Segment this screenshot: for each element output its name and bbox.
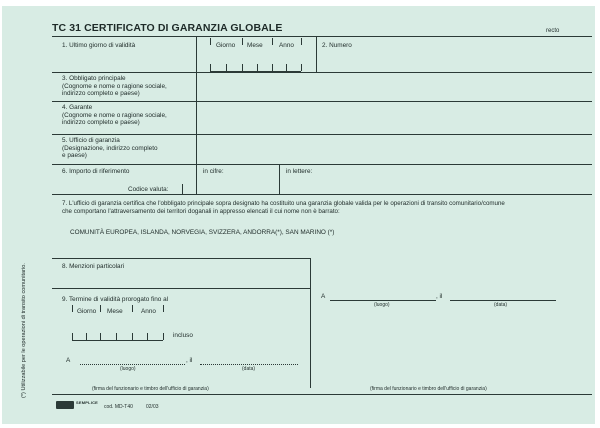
field-5-line: 5. Ufficio di garanzia bbox=[62, 137, 120, 144]
tick bbox=[86, 333, 87, 340]
sig-right-caption: (firma del funzionario e timbro dell'ufficio di garanzia) bbox=[370, 386, 487, 392]
publisher-logo bbox=[56, 401, 74, 409]
sig-right-il: , il bbox=[436, 293, 443, 300]
field-1-month: Mese bbox=[247, 42, 263, 49]
field-1-label: 1. Ultimo giorno di validità bbox=[62, 42, 136, 49]
tick bbox=[257, 64, 258, 71]
tick bbox=[242, 64, 243, 71]
footer-code: cod. MD-T40 bbox=[104, 404, 133, 410]
field-4-line: (Cognome e nome o ragione sociale, bbox=[62, 111, 167, 119]
tick bbox=[132, 333, 133, 340]
sig-left-a: A bbox=[66, 357, 71, 364]
tick bbox=[210, 38, 211, 45]
field-6-label: 6. Importo di riferimento bbox=[62, 168, 130, 175]
top-rule bbox=[52, 36, 592, 37]
field-3-label bbox=[62, 75, 167, 98]
sig-left-caption: (firma del funzionario e timbro dell'ufficio di garanzia) bbox=[92, 386, 209, 392]
tick bbox=[163, 305, 164, 312]
tick bbox=[272, 38, 273, 45]
row-rule bbox=[52, 134, 592, 135]
field-9-month: Mese bbox=[107, 308, 123, 315]
field-9-day: Giorno bbox=[77, 308, 97, 315]
tick bbox=[210, 64, 211, 71]
tick bbox=[301, 64, 302, 71]
tick bbox=[100, 305, 101, 312]
sig-right-date-line bbox=[450, 300, 556, 301]
field-5-label bbox=[62, 137, 158, 160]
form-title: TC 31 CERTIFICATO DI GARANZIA GLOBALE bbox=[52, 22, 283, 34]
field-5-line: (Designazione, indirizzo completo bbox=[62, 144, 158, 152]
row-rule bbox=[52, 258, 310, 259]
row-rule bbox=[52, 194, 592, 195]
sig-left-place-line bbox=[80, 364, 185, 365]
field-2-label: 2. Numero bbox=[322, 42, 352, 49]
sig-right-place-line bbox=[330, 300, 436, 301]
tick bbox=[116, 333, 117, 340]
tick bbox=[72, 333, 73, 340]
sig-right-a: A bbox=[321, 293, 326, 300]
footer-edition: 02/03 bbox=[146, 404, 159, 410]
publisher-name: SEMPLICE bbox=[76, 400, 99, 405]
field-3-line: indirizzo completo e paese) bbox=[62, 90, 140, 98]
divider bbox=[196, 72, 197, 194]
field-1-year: Anno bbox=[279, 42, 294, 49]
sig-right-data: (data) bbox=[494, 302, 508, 308]
tick bbox=[242, 38, 243, 45]
tick bbox=[132, 305, 133, 312]
tick bbox=[301, 38, 302, 45]
field-7-text bbox=[62, 200, 587, 215]
bottom-rule bbox=[52, 394, 592, 395]
field-4-line: 4. Garante bbox=[62, 104, 93, 111]
divider bbox=[182, 184, 183, 194]
row-rule bbox=[52, 72, 592, 73]
tick bbox=[272, 64, 273, 71]
tick bbox=[226, 64, 227, 71]
field-3-line: (Cognome e nome o ragione sociale, bbox=[62, 82, 167, 90]
tick bbox=[147, 333, 148, 340]
field-9-incluso: incluso bbox=[173, 332, 193, 339]
tick bbox=[72, 305, 73, 312]
divider bbox=[196, 36, 197, 72]
field-1-day: Giorno bbox=[216, 42, 236, 49]
field-9-label: 9. Termine di validità prorogato fino al bbox=[62, 296, 169, 303]
field-6-lettere: in lettere: bbox=[286, 168, 313, 175]
field-4-label bbox=[62, 104, 167, 127]
tick bbox=[100, 333, 101, 340]
field-4-line: indirizzo completo e paese) bbox=[62, 119, 140, 127]
side-label: recto bbox=[546, 28, 560, 34]
field-8-label: 8. Menzioni particolari bbox=[62, 263, 125, 270]
field-7-countries: COMUNITÀ EUROPEA, ISLANDA, NORVEGIA, SVIZZERA, ANDORRA(*), SAN MARINO (*) bbox=[70, 229, 335, 236]
field-7-line: che comportano l'attraversamento dei territori doganali in appresso elencati il cui nome non è barrato: bbox=[62, 207, 340, 215]
row-rule bbox=[52, 101, 592, 102]
sig-left-il: , il bbox=[186, 357, 193, 364]
field-9-year: Anno bbox=[141, 308, 156, 315]
field-5-line: e paese) bbox=[62, 152, 87, 160]
divider bbox=[316, 36, 317, 72]
field-7-line: 7. L'ufficio di garanzia certifica che l'obbligato principale sopra designato ha costituito una garanzia globale valida per le operazioni di transito comunitario/comune bbox=[62, 200, 505, 207]
divider bbox=[310, 258, 311, 388]
date-baseline bbox=[72, 340, 163, 341]
divider bbox=[279, 164, 280, 194]
sig-left-luogo: (luogo) bbox=[120, 366, 136, 372]
field-3-line: 3. Obbligato principale bbox=[62, 75, 126, 82]
sig-left-data: (data) bbox=[242, 366, 256, 372]
side-note: (*) Utilizzabile per le operazioni di transito comunitario. bbox=[21, 263, 27, 398]
sig-right-luogo: (luogo) bbox=[374, 302, 390, 308]
tick bbox=[286, 64, 287, 71]
row-rule bbox=[52, 164, 592, 165]
field-6-cifre: in cifre: bbox=[203, 168, 224, 175]
sig-left-date-line bbox=[200, 364, 298, 365]
tick bbox=[163, 333, 164, 340]
row-rule bbox=[52, 288, 310, 289]
field-6-valuta: Codice valuta: bbox=[128, 186, 169, 193]
